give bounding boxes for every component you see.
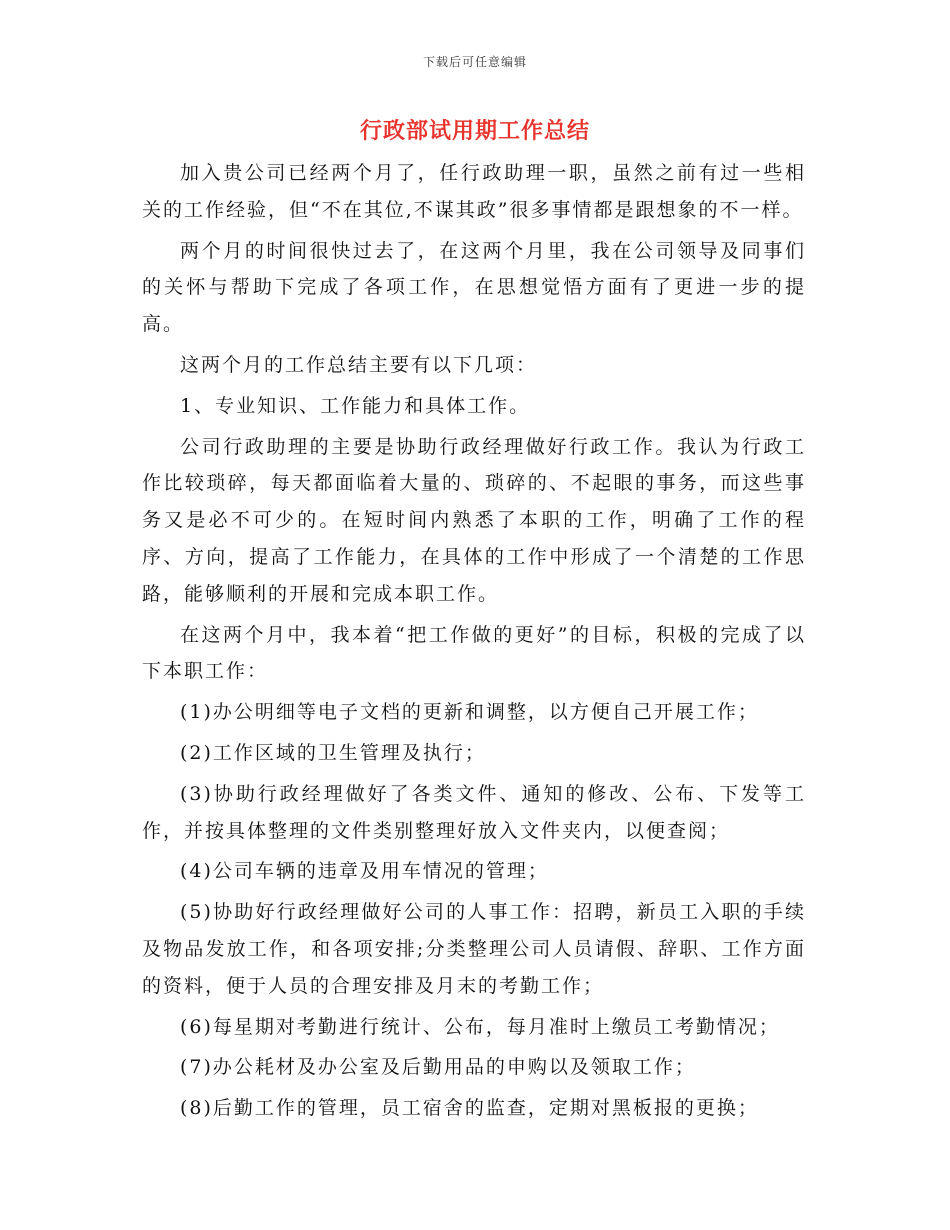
header-note: 下载后可任意编辑 <box>422 55 527 69</box>
document-title: 行政部试用期工作总结 <box>359 118 590 144</box>
paragraph-two-months: 两个月的时间很快过去了，在这两个月里，我在公司领导及同事们的关怀与帮助下完成了各项工作，在思想觉悟方面有了更进一步的提高。 <box>142 239 806 336</box>
document-body <box>142 155 806 1131</box>
list-item-4: (4)公司车辆的违章及用车情况的管理； <box>180 860 549 883</box>
list-item-3: (3)协助行政经理做好了各类文件、通知的修改、公布、下发等工作，并按具体整理的文件类别整理好放入文件夹内，以便查阅； <box>142 782 806 842</box>
list-item-7: (7)办公耗材及办公室及后勤用品的申购以及领取工作； <box>180 1056 696 1079</box>
paragraph-summary-lead: 这两个月的工作总结主要有以下几项： <box>180 353 538 376</box>
paragraph-goal: 在这两个月中，我本着“把工作做的更好”的目标，积极的完成了以下本职工作： <box>142 623 806 683</box>
list-item-8: (8)后勤工作的管理，员工宿舍的监查，定期对黑板报的更换； <box>180 1097 759 1120</box>
list-item-6: (6)每星期对考勤进行统计、公布，每月准时上缴员工考勤情况； <box>180 1015 780 1038</box>
paragraph-intro: 加入贵公司已经两个月了，任行政助理一职，虽然之前有过一些相关的工作经验，但“不在其位,不谋其政”很多事情都是跟想象的不一样。 <box>142 162 806 221</box>
list-item-2: (2)工作区域的卫生管理及执行； <box>180 741 486 764</box>
paragraph-role: 公司行政助理的主要是协助行政经理做好行政工作。我认为行政工作比较琐碎，每天都面临着大量的、琐碎的、不起眼的事务，而这些事务又是必不可少的。在短时间内熟悉了本职的工作，明确了工作的程序、方向，提高了工作能力，在具体的工作中形成了一个清楚的工作思路，能够顺利的开展和完成本职工作。 <box>142 435 806 605</box>
list-item-1: (1)办公明细等电子文档的更新和调整，以方便自己开展工作； <box>180 701 759 724</box>
section-heading-1: 1、专业知识、工作能力和具体工作。 <box>180 394 531 417</box>
list-item-5: (5)协助好行政经理做好公司的人事工作：招聘，新员工入职的手续及物品发放工作，和各项安排;分类整理公司人员请假、辞职、工作方面的资料，便于人员的合理安排及月末的考勤工作； <box>142 901 806 997</box>
